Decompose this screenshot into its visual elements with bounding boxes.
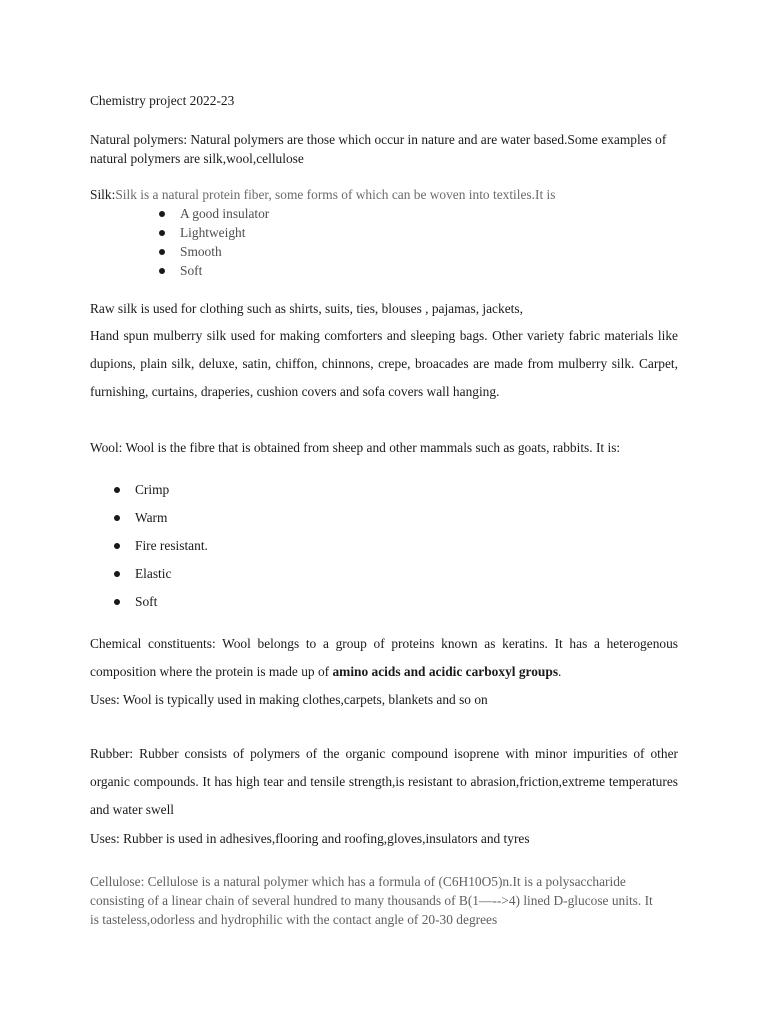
wool-chem-text: Chemical constituents: Wool belongs to a group of proteins known as keratins. It has a heterogenous composition where the protein is made up of <box>90 636 678 679</box>
raw-silk-paragraph: Raw silk is used for clothing such as shirts, suits, ties, blouses , pajamas, jackets, <box>90 301 523 316</box>
document-title: Chemistry project 2022-23 <box>90 93 235 108</box>
cellulose-paragraph: Cellulose: Cellulose is a natural polymer which has a formula of (C6H10O5)n.It is a polysaccharide consisting of a linear chain of several hundred to many thousands of B(1—-->4) lined D-glucose units. It is tasteless,odorless and hydrophilic with the contact angle of 20-30 degrees <box>90 874 653 927</box>
wool-chem-end: . <box>558 664 562 679</box>
silk-paragraph <box>90 186 555 204</box>
list-item: Fire resistant. <box>113 537 208 565</box>
wool-properties-list <box>113 481 208 621</box>
list-item: Soft <box>158 262 269 281</box>
silk-properties-list <box>158 205 269 281</box>
list-item: Crimp <box>113 481 208 509</box>
wool-uses-paragraph: Uses: Wool is typically used in making clothes,carpets, blankets and so on <box>90 692 488 707</box>
silk-description: Silk is a natural protein fiber, some forms of which can be woven into textiles.It is <box>115 187 556 202</box>
wool-chem-bold-text: amino acids and acidic carboxyl groups <box>332 664 559 679</box>
list-item: Smooth <box>158 243 269 262</box>
mulberry-silk-paragraph: Hand spun mulberry silk used for making comforters and sleeping bags. Other variety fabric materials like dupions, plain silk, deluxe, satin, chiffon, chinnons, crepe, broacades are made from mulberry silk. Carpet, furnishing, curtains, draperies, cushion covers and sofa covers wall hanging. <box>90 328 678 399</box>
silk-label: Silk: <box>90 187 116 202</box>
wool-chemical-constituents-paragraph <box>90 630 678 686</box>
list-item: Elastic <box>113 565 208 593</box>
rubber-paragraph: Rubber: Rubber consists of polymers of the organic compound isoprene with minor impurities of other organic compounds. It has high tear and tensile strength,is resistant to abrasion,friction,extreme temperatures and water swell <box>90 746 678 817</box>
list-item: Lightweight <box>158 224 269 243</box>
rubber-uses-paragraph: Uses: Rubber is used in adhesives,flooring and roofing,gloves,insulators and tyres <box>90 831 530 846</box>
natural-polymers-paragraph: Natural polymers: Natural polymers are those which occur in nature and are water based.Some examples of natural polymers are silk,wool,cellulose <box>90 132 667 166</box>
wool-paragraph: Wool: Wool is the fibre that is obtained from sheep and other mammals such as goats, rabbits. It is: <box>90 440 621 455</box>
list-item: Warm <box>113 509 208 537</box>
list-item: Soft <box>113 593 208 621</box>
list-item: A good insulator <box>158 205 269 224</box>
